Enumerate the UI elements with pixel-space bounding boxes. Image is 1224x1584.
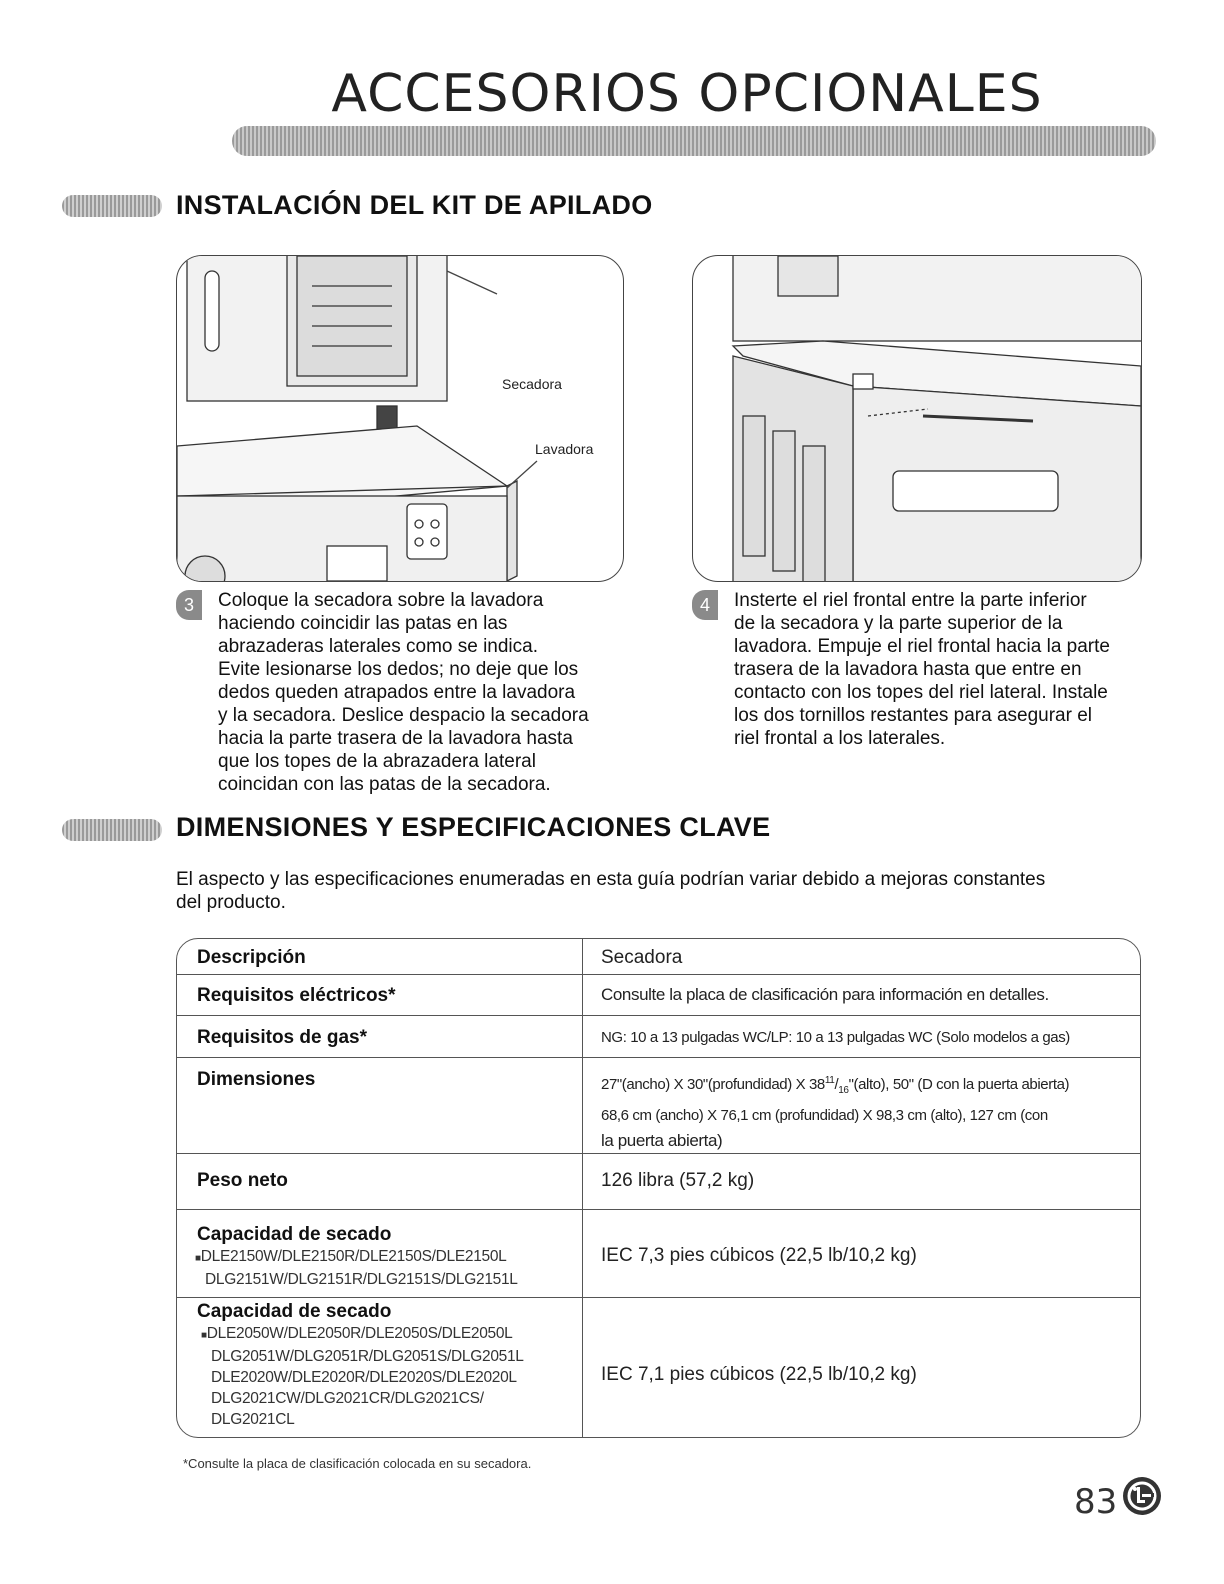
cell-value: IEC 7,1 pies cúbicos (22,5 lb/10,2 kg): [601, 1364, 917, 1385]
model-list: ■DLE2050W/DLE2050R/DLE2050S/DLE2050L DLG2051W/DLG2051R/DLG2051S/DLG2051L DLE2020W/DLE2020R/DLE2020S/DLE2020L DLG2021CW/DLG2021CR/DLG2021CS/ DLG2021CL: [201, 1325, 524, 1428]
cell-label: Descripción: [197, 947, 306, 968]
table-row: [177, 1297, 1140, 1438]
section-title-specifications: DIMENSIONES Y ESPECIFICACIONES CLAVE: [176, 812, 771, 842]
table-footnote: *Consulte la placa de clasificación colocada en su secadora.: [183, 1456, 532, 1471]
page-number: 83: [1074, 1482, 1118, 1522]
cell-value-line: la puerta abierta): [601, 1131, 723, 1150]
step-4-badge: 4: [692, 590, 718, 620]
table-row: [177, 1015, 1140, 1058]
dryer-washer-illustration: [177, 256, 623, 581]
step-3-badge: 3: [176, 590, 202, 620]
cell-value: NG: 10 a 13 pulgadas WC/LP: 10 a 13 pulgadas WC (Solo modelos a gas): [601, 1029, 1070, 1046]
table-row: [177, 974, 1140, 1016]
cell-label: Dimensiones: [197, 1069, 316, 1090]
section-title-stacking-kit: INSTALACIÓN DEL KIT DE APILADO: [176, 190, 653, 220]
step-3-text: Coloque la secadora sobre la lavadora haciendo coincidir las patas en las abrazaderas laterales como se indica. Evite lesionarse los dedos; no deje que los dedos queden atrapados entre la lavadora y la secadora. Deslice despacio la secadora hacia la parte trasera de la lavadora hasta que los topes de la abrazadera lateral coincidan con las patas de la secadora.: [218, 590, 589, 795]
model-list: ■DLE2150W/DLE2150R/DLE2150S/DLE2150L DLG2151W/DLG2151R/DLG2151S/DLG2151L: [195, 1248, 518, 1288]
cell-value: Consulte la placa de clasificación para información en detalles.: [601, 985, 1049, 1004]
cell-label: Requisitos de gas*: [197, 1027, 367, 1048]
section-pill-icon: [62, 195, 162, 217]
specifications-table: [176, 938, 1141, 1438]
cell-value: IEC 7,3 pies cúbicos (22,5 lb/10,2 kg): [601, 1245, 917, 1266]
specifications-intro: El aspecto y las especificaciones enumeradas en esta guía podrían variar debido a mejoras constantes del producto.: [176, 869, 1046, 913]
step-4-text: Insterte el riel frontal entre la parte inferior de la secadora y la parte superior de la lavadora. Empuje el riel frontal hacia la parte trasera de la lavadora hasta que entre en contacto con los topes del riel lateral. Instale los dos tornillos restantes para asegurar el riel frontal a los laterales.: [734, 590, 1110, 749]
label-washer: Lavadora: [535, 441, 594, 457]
front-rail-illustration: [693, 256, 1141, 581]
figure-front-rail: [692, 255, 1142, 582]
page-title: ACCESORIOS OPCIONALES: [331, 64, 1043, 124]
cell-value-line: 68,6 cm (ancho) X 76,1 cm (profundidad) X 98,3 cm (alto), 127 cm (con: [601, 1107, 1048, 1124]
table-row: [177, 1209, 1140, 1298]
title-decorative-bar: [232, 126, 1156, 156]
table-row: [177, 1057, 1140, 1154]
cell-value-line: 27"(ancho) X 30"(profundidad) X $38^{11}/_{16}"(alto)$, 50" (D con la puerta abierta): [601, 1075, 1070, 1096]
table-row: [177, 1153, 1140, 1210]
cell-label: Capacidad de secado: [197, 1224, 392, 1245]
table-row: [177, 939, 1140, 974]
section-pill-icon: [62, 819, 162, 841]
cell-label: Capacidad de secado: [197, 1301, 392, 1322]
cell-value: Secadora: [601, 947, 683, 968]
cell-label: Peso neto: [197, 1170, 288, 1191]
label-dryer: Secadora: [502, 376, 562, 392]
cell-value: 126 libra (57,2 kg): [601, 1170, 755, 1191]
cell-label: Requisitos eléctricos*: [197, 985, 396, 1006]
lg-logo-icon: [1122, 1476, 1162, 1516]
figure-dryer-on-washer: [176, 255, 624, 582]
